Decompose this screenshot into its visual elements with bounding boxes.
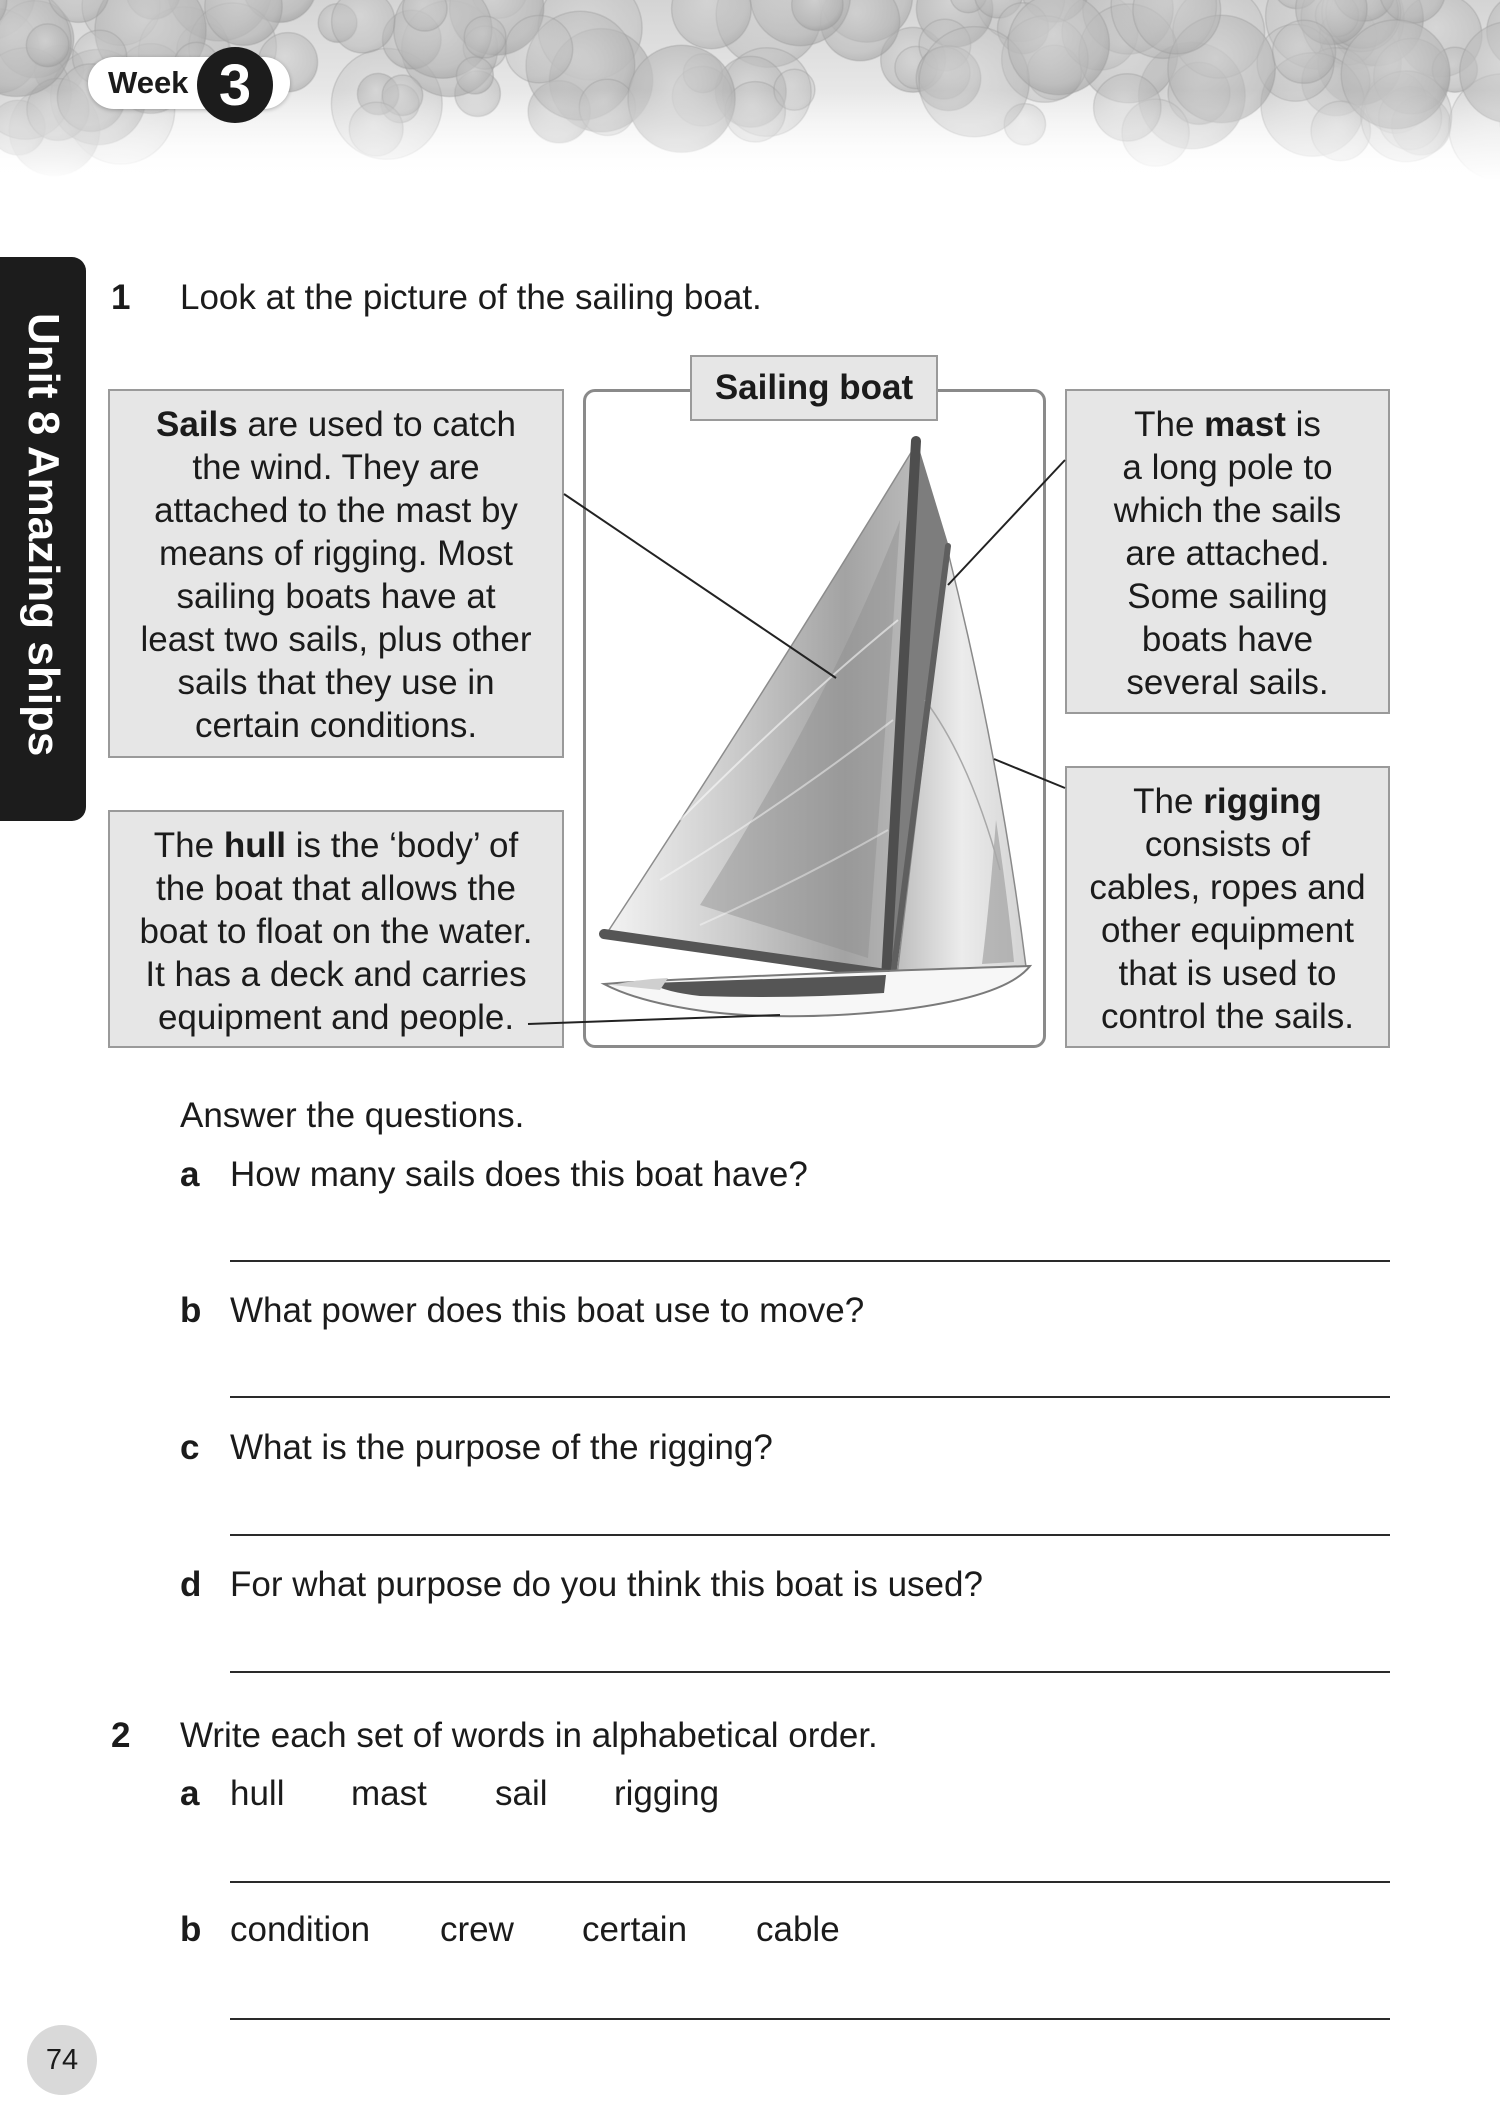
part-question: What power does this boat use to move?: [230, 1291, 865, 1330]
callout-text: is: [1285, 405, 1321, 444]
callout-line: sails that they use in: [177, 663, 495, 702]
callout-term: rigging: [1203, 782, 1322, 821]
answer-line: [230, 1260, 1390, 1262]
callout-line: means of rigging. Most: [158, 534, 514, 573]
callout-line: equipment and people.: [157, 998, 515, 1037]
callout-line: cables, ropes and: [1089, 868, 1366, 907]
callout-line: other equipment: [1101, 911, 1354, 950]
unit-tab: [0, 257, 86, 821]
callout-text: The: [153, 826, 224, 865]
callout-text: is the ‘body’ of: [286, 826, 519, 865]
callout-line: [1073, 403, 1382, 446]
answer-line: [230, 1671, 1390, 1673]
callout-mast: [1065, 389, 1390, 714]
callout-text: The: [1133, 782, 1204, 821]
callout-line: boats have: [1141, 620, 1314, 659]
callout-line: It has a deck and carries: [145, 955, 527, 994]
answer-line: [230, 2018, 1390, 2020]
callout-line: several sails.: [1126, 663, 1329, 702]
callout-line: least two sails, plus other: [140, 620, 532, 659]
word-item: condition: [230, 1910, 371, 1949]
question-2-prompt: Write each set of words in alphabetical order.: [180, 1716, 878, 1755]
callout-line: control the sails.: [1101, 997, 1354, 1036]
answer-line: [230, 1396, 1390, 1398]
callout-line: attached to the mast by: [154, 491, 518, 530]
callout-line: [116, 824, 556, 867]
part-letter: a: [180, 1774, 200, 1813]
callout-line: which the sails: [1113, 491, 1342, 530]
word-item: cable: [756, 1910, 840, 1949]
part-question: For what purpose do you think this boat is used?: [230, 1565, 983, 1604]
answer-line: [230, 1534, 1390, 1536]
question-1-prompt: Look at the picture of the sailing boat.: [180, 278, 762, 317]
callout-line: consists of: [1144, 825, 1311, 864]
word-item: certain: [582, 1910, 688, 1949]
question-1-instruction: Answer the questions.: [180, 1096, 525, 1135]
callout-line: are attached.: [1125, 534, 1330, 573]
part-question: What is the purpose of the rigging?: [230, 1428, 773, 1467]
callout-term: hull: [223, 826, 287, 865]
word-item: mast: [351, 1774, 427, 1813]
sailing-boat-frame: [583, 389, 1046, 1048]
callout-line: [116, 403, 556, 446]
question-2-number: 2: [111, 1716, 131, 1755]
word-item: crew: [440, 1910, 514, 1949]
word-item: sail: [495, 1774, 548, 1813]
word-item: rigging: [614, 1774, 720, 1813]
callout-text: The: [1134, 405, 1205, 444]
answer-line: [230, 1881, 1390, 1883]
callout-term: Sails: [156, 405, 238, 444]
callout-rigging: [1065, 766, 1390, 1048]
callout-text: are used to catch: [237, 405, 516, 444]
part-letter: c: [180, 1428, 200, 1467]
week-label: Week: [108, 65, 189, 100]
callout-hull: [108, 810, 564, 1048]
diagram-title: Sailing boat: [690, 355, 938, 421]
callout-line: a long pole to: [1122, 448, 1333, 487]
callout-line: certain conditions.: [194, 706, 478, 745]
part-question: How many sails does this boat have?: [230, 1155, 808, 1194]
part-letter: b: [180, 1910, 202, 1949]
callout-term: mast: [1204, 405, 1286, 444]
callout-line: sailing boats have at: [176, 577, 496, 616]
word-item: hull: [230, 1774, 285, 1813]
callout-line: the boat that allows the: [156, 869, 516, 908]
callout-line: Some sailing: [1127, 577, 1328, 616]
callout-line: [1073, 780, 1382, 823]
unit-tab-label: Unit 8 Amazing ships: [19, 313, 68, 757]
page-number: 74: [27, 2025, 97, 2095]
callout-line: that is used to: [1118, 954, 1337, 993]
week-number: 3: [197, 47, 273, 123]
part-letter: b: [180, 1291, 202, 1330]
part-letter: a: [180, 1155, 200, 1194]
part-letter: d: [180, 1565, 202, 1604]
callout-line: the wind. They are: [192, 448, 480, 487]
callout-sails: [108, 389, 564, 758]
question-1-number: 1: [111, 278, 131, 317]
callout-line: boat to float on the water.: [139, 912, 533, 951]
